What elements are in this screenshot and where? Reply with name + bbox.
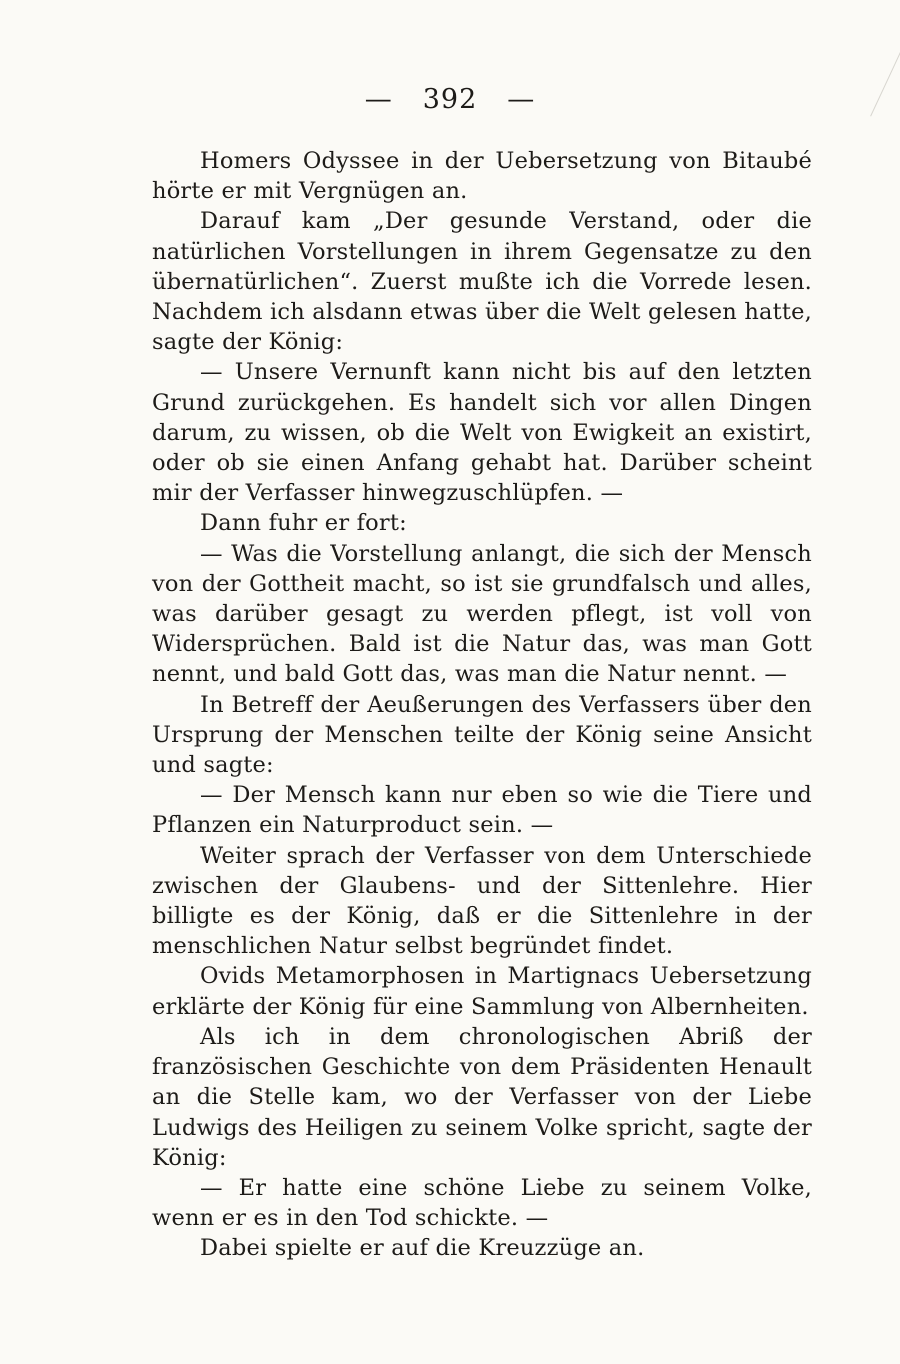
paragraph: In Betreff der Aeußerungen des Verfassers über den Ursprung der Menschen teilte der König seine Ansicht und sagte: xyxy=(152,691,812,779)
paragraph: Weiter sprach der Verfasser von dem Unterschiede zwischen der Glaubens- und der Sittenlehre. Hier billigte es der König, daß er die Sittenlehre in der menschlichen Natur selbst begründet findet. xyxy=(152,842,812,960)
page-header xyxy=(0,84,900,115)
page-number: 392 xyxy=(422,84,478,115)
paragraph: Als ich in dem chronologischen Abriß der französischen Geschichte von dem Präsidenten Henault an die Stelle kam, wo der Verfasser von der Liebe Ludwigs des Heiligen zu seinem Volke spricht, sagte der König: xyxy=(152,1023,812,1171)
header-dash-left: — xyxy=(364,84,393,115)
paragraph: — Er hatte eine schöne Liebe zu seinem Volke, wenn er es in den Tod schickte. — xyxy=(152,1174,812,1232)
paragraph: Ovids Metamorphosen in Martignacs Uebersetzung erklärte der König für eine Sammlung von Albernheiten. xyxy=(152,963,812,1020)
paragraph: — Unsere Vernunft kann nicht bis auf den letzten Grund zurückgehen. Es handelt sich vor allen Dingen darum, zu wissen, ob die Welt von Ewigkeit an existirt, oder ob sie einen Anfang gehabt hat. Darüber scheint mir der Verfasser hinwegzuschlüpfen. — xyxy=(152,359,812,507)
paragraph: — Der Mensch kann nur eben so wie die Tiere und Pflanzen ein Naturproduct sein. — xyxy=(152,782,812,839)
paragraph: Darauf kam „Der gesunde Verstand, oder die natürlichen Vorstellungen in ihrem Gegensatze zu den übernatürlichen“. Zuerst mußte ich die Vorrede lesen. Nachdem ich alsdann etwas über die Welt gelesen hatte, sagte der König: xyxy=(152,208,812,356)
paragraph: Dabei spielte er auf die Kreuzzüge an. xyxy=(200,1235,645,1262)
paragraph: Dann fuhr er fort: xyxy=(200,510,407,537)
header-dash-right: — xyxy=(507,84,536,115)
body-text xyxy=(152,146,812,1264)
paragraph: Homers Odyssee in der Uebersetzung von Bitaubé hörte er mit Vergnügen an. xyxy=(152,148,812,205)
paragraph: — Was die Vorstellung anlangt, die sich der Mensch von der Gottheit macht, so ist sie grundfalsch und alles, was darüber gesagt zu werden pflegt, ist voll von Widersprüchen. Bald ist die Natur das, was man Gott nennt, und bald Gott das, was man die Natur nennt. — xyxy=(152,540,812,688)
